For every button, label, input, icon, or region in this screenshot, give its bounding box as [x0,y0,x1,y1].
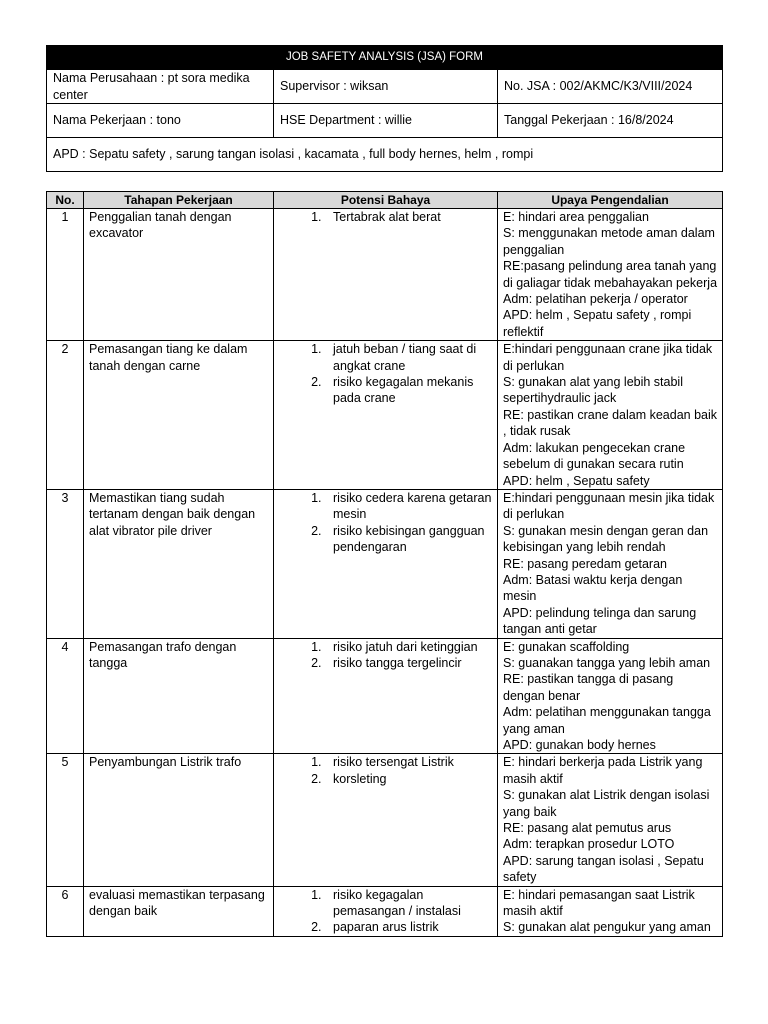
col-header-hazard: Potensi Bahaya [274,192,498,209]
job-step: evaluasi memastikan terpasang dengan baik [84,886,274,936]
control-item: Adm: lakukan pengecekan crane sebelum di gunakan secara rutin [503,440,686,472]
job-step: Memastikan tiang sudah tertanam dengan baik dengan alat vibrator pile driver [84,489,274,638]
form-title: JOB SAFETY ANALYSIS (JSA) FORM [47,46,723,70]
control-item: S: gunakan mesin dengan geran dan kebisingan yang lebih rendah [503,523,709,555]
hazard-item: 2. risiko kegagalan mekanis pada crane [325,374,493,407]
hazard-cell [274,886,498,936]
company-name: Nama Perusahaan : pt sora medika center [47,70,274,104]
hazard-item: 2. paparan arus listrik [325,919,493,935]
hazard-cell [274,489,498,638]
control-cell [498,886,723,936]
control-cell [498,754,723,886]
hazard-cell [274,754,498,886]
control-cell [498,489,723,638]
row-number: 6 [47,886,84,936]
job-step: Pemasangan trafo dengan tangga [84,638,274,754]
hazard-item: 1. risiko jatuh dari ketinggian [325,639,493,655]
control-item: S: gunakan alat Listrik dengan isolasi yang baik [503,788,710,819]
supervisor: Supervisor : wiksan [274,70,498,104]
table-row [47,489,723,638]
control-item: RE: pastikan crane dalam keadan baik , tidak rusak [503,407,718,439]
control-item: RE:pasang pelindung area tanah yang di galiagar tidak mebahayakan pekerja [503,259,718,290]
control-cell [498,638,723,754]
hazard-cell [274,341,498,490]
control-item: Adm: terapkan prosedur LOTO [503,837,675,852]
control-item: S: menggunakan metode aman dalam penggalian [503,226,715,257]
job-name: Nama Pekerjaan : tono [47,104,274,138]
table-row [47,754,723,886]
row-number: 1 [47,209,84,341]
table-row [47,341,723,490]
control-item: E: hindari area penggalian [503,210,649,224]
control-cell [498,341,723,490]
job-step: Penggalian tanah dengan excavator [84,209,274,341]
hazard-cell [274,209,498,341]
control-cell [498,209,723,341]
control-item: S: gunakan alat yang lebih stabil sepertihydraulic jack [503,375,683,406]
hazard-item: 1. risiko tersengat Listrik [325,754,493,770]
hse-department: HSE Department : willie [274,104,498,138]
table-row [47,209,723,341]
control-item: E:hindari penggunaan crane jika tidak di perlukan [503,342,713,373]
col-header-step: Tahapan Pekerjaan [84,192,274,209]
control-item: Adm: pelatihan menggunakan tangga yang aman [503,705,711,736]
control-item: S: guanakan tangga yang lebih aman [503,655,711,670]
hazard-cell [274,638,498,754]
control-item: Adm: pelatihan pekerja / operator [503,292,688,307]
jsa-steps-table [46,191,723,937]
job-date: Tanggal Pekerjaan : 16/8/2024 [498,104,723,138]
hazard-item: 2. korsleting [325,771,493,787]
control-item: E: gunakan scaffolding [503,639,630,654]
row-number: 4 [47,638,84,754]
table-row [47,886,723,936]
row-number: 2 [47,341,84,490]
job-step: Pemasangan tiang ke dalam tanah dengan carne [84,341,274,490]
control-item: APD: sarung tangan isolasi , Sepatu safety [503,853,704,885]
control-item: APD: helm , Sepatu safety , rompi reflektif [503,308,692,339]
control-item: E:hindari penggunaan mesin jika tidak di perlukan [503,490,715,522]
hazard-item: 1. risiko cedera karena getaran mesin [325,490,493,523]
col-header-control: Upaya Pengendalian [498,192,723,209]
hazard-item: 2. risiko kebisingan gangguan pendengaran [325,523,493,556]
control-item: APD: helm , Sepatu safety [503,473,650,488]
control-item: Adm: Batasi waktu kerja dengan mesin [503,572,683,604]
control-item: E: hindari berkerja pada Listrik yang masih aktif [503,755,703,786]
control-item: E: hindari pemasangan saat Listrik masih aktif [503,887,695,919]
hazard-item: 1. Tertabrak alat berat [325,209,493,225]
hazard-item: 1. jatuh beban / tiang saat di angkat crane [325,341,493,374]
jsa-number: No. JSA : 002/AKMC/K3/VIII/2024 [498,70,723,104]
job-step: Penyambungan Listrik trafo [84,754,274,886]
row-number: 3 [47,489,84,638]
control-item: RE: pasang alat pemutus arus [503,821,672,836]
control-item: RE: pasang peredam getaran [503,556,667,571]
col-header-no: No. [47,192,84,209]
control-item: APD: gunakan body hernes [503,738,656,752]
control-item: RE: pastikan tangga di pasang dengan benar [503,672,674,703]
table-header-row [47,192,723,209]
jsa-header-table [46,45,723,172]
table-row [47,638,723,754]
hazard-item: 1. risiko kegagalan pemasangan / instalasi [325,887,493,920]
row-number: 5 [47,754,84,886]
control-item: S: gunakan alat pengukur yang aman [503,920,711,935]
control-item: APD: pelindung telinga dan sarung tangan anti getar [503,605,697,637]
apd-list: APD : Sepatu safety , sarung tangan isolasi , kacamata , full body hernes, helm , rompi [47,138,723,172]
hazard-item: 2. risiko tangga tergelincir [325,655,493,671]
